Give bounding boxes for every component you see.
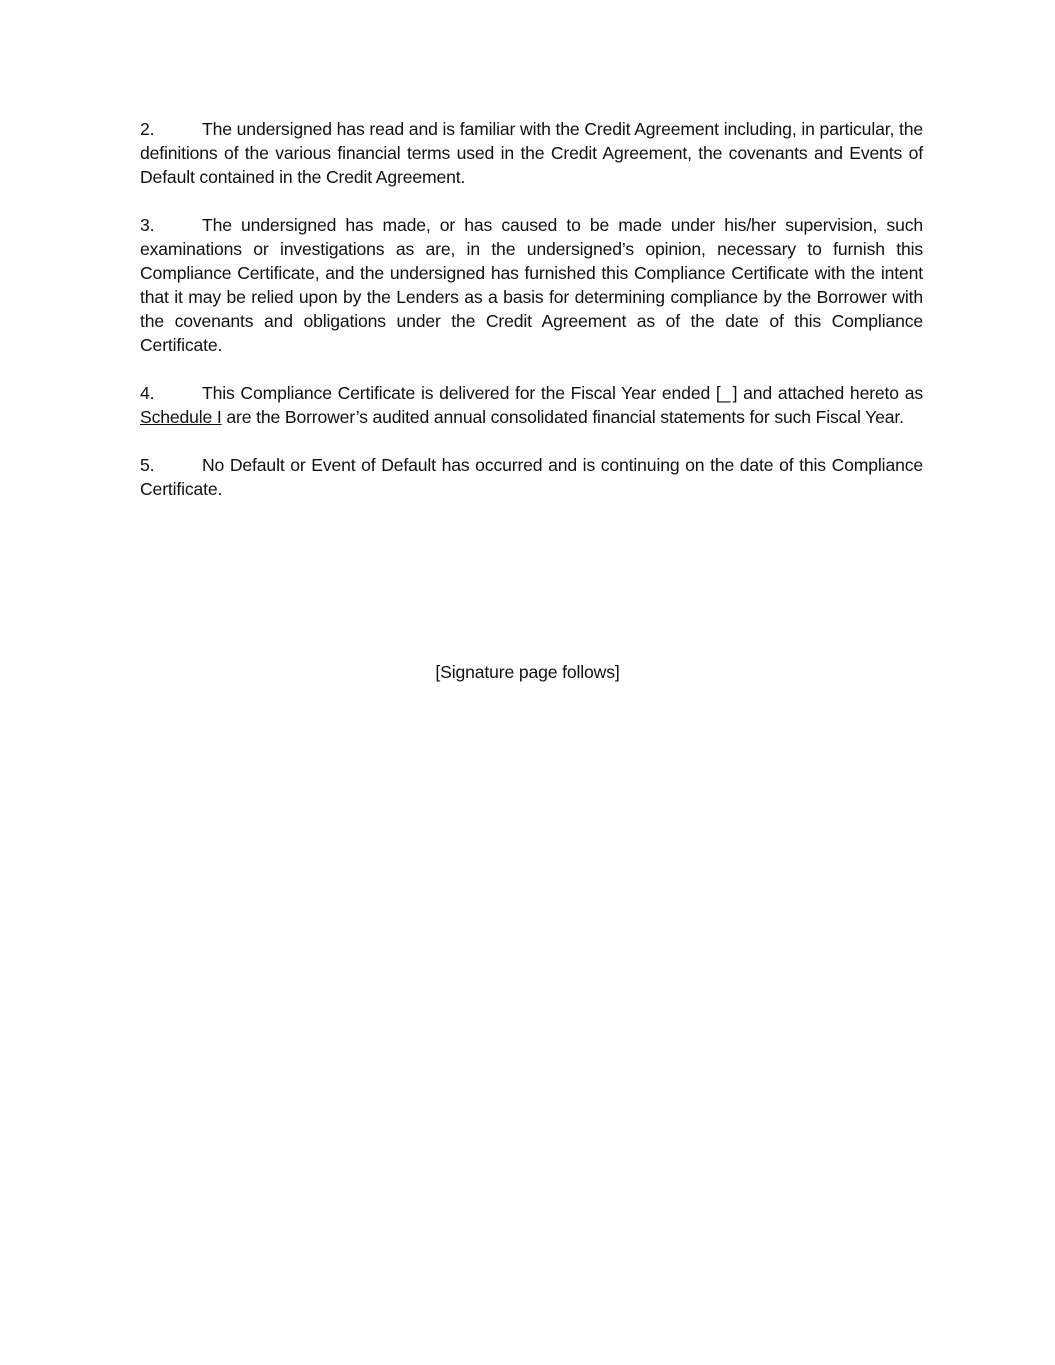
- signature-page-note: [Signature page follows]: [435, 662, 620, 682]
- paragraph-number: 2.: [140, 119, 155, 139]
- fiscal-year-blank: _: [720, 383, 731, 403]
- paragraph-2: [140, 117, 923, 189]
- paragraph-text-end: are the Borrower’s audited annual consolidated financial statements for such Fiscal Year.: [221, 407, 904, 427]
- paragraph-text-start: This Compliance Certificate is delivered for the Fiscal Year ended [: [202, 383, 721, 403]
- schedule-i-reference: Schedule I: [140, 407, 222, 427]
- paragraph-text: The undersigned has made, or has caused to be made under his/her supervision, such examinations or investigations as are, in the undersigned’s opinion, necessary to furnish this Compliance Certificate, and the undersigned has furnished this Compliance Certificate with the intent that it may be relied upon by the Lenders as a basis for determining compliance by the Borrower with the covenants and obligations under the Credit Agreement as of the date of this Compliance Certificate.: [140, 215, 923, 355]
- paragraph-number: 5.: [140, 455, 155, 475]
- paragraph-text: The undersigned has read and is familiar with the Credit Agreement including, in particular, the definitions of the various financial terms used in the Credit Agreement, the covenants and Events of Default contained in the Credit Agreement.: [140, 119, 923, 187]
- paragraph-number: 3.: [140, 215, 155, 235]
- certificate-body: [140, 117, 923, 525]
- paragraph-number: 4.: [140, 383, 155, 403]
- paragraph-5: [140, 453, 923, 501]
- paragraph-text: No Default or Event of Default has occurred and is continuing on the date of this Compliance Certificate.: [140, 455, 923, 499]
- paragraph-3: [140, 213, 923, 357]
- paragraph-text-middle: ] and attached hereto as: [732, 383, 923, 403]
- paragraph-4: [140, 381, 923, 429]
